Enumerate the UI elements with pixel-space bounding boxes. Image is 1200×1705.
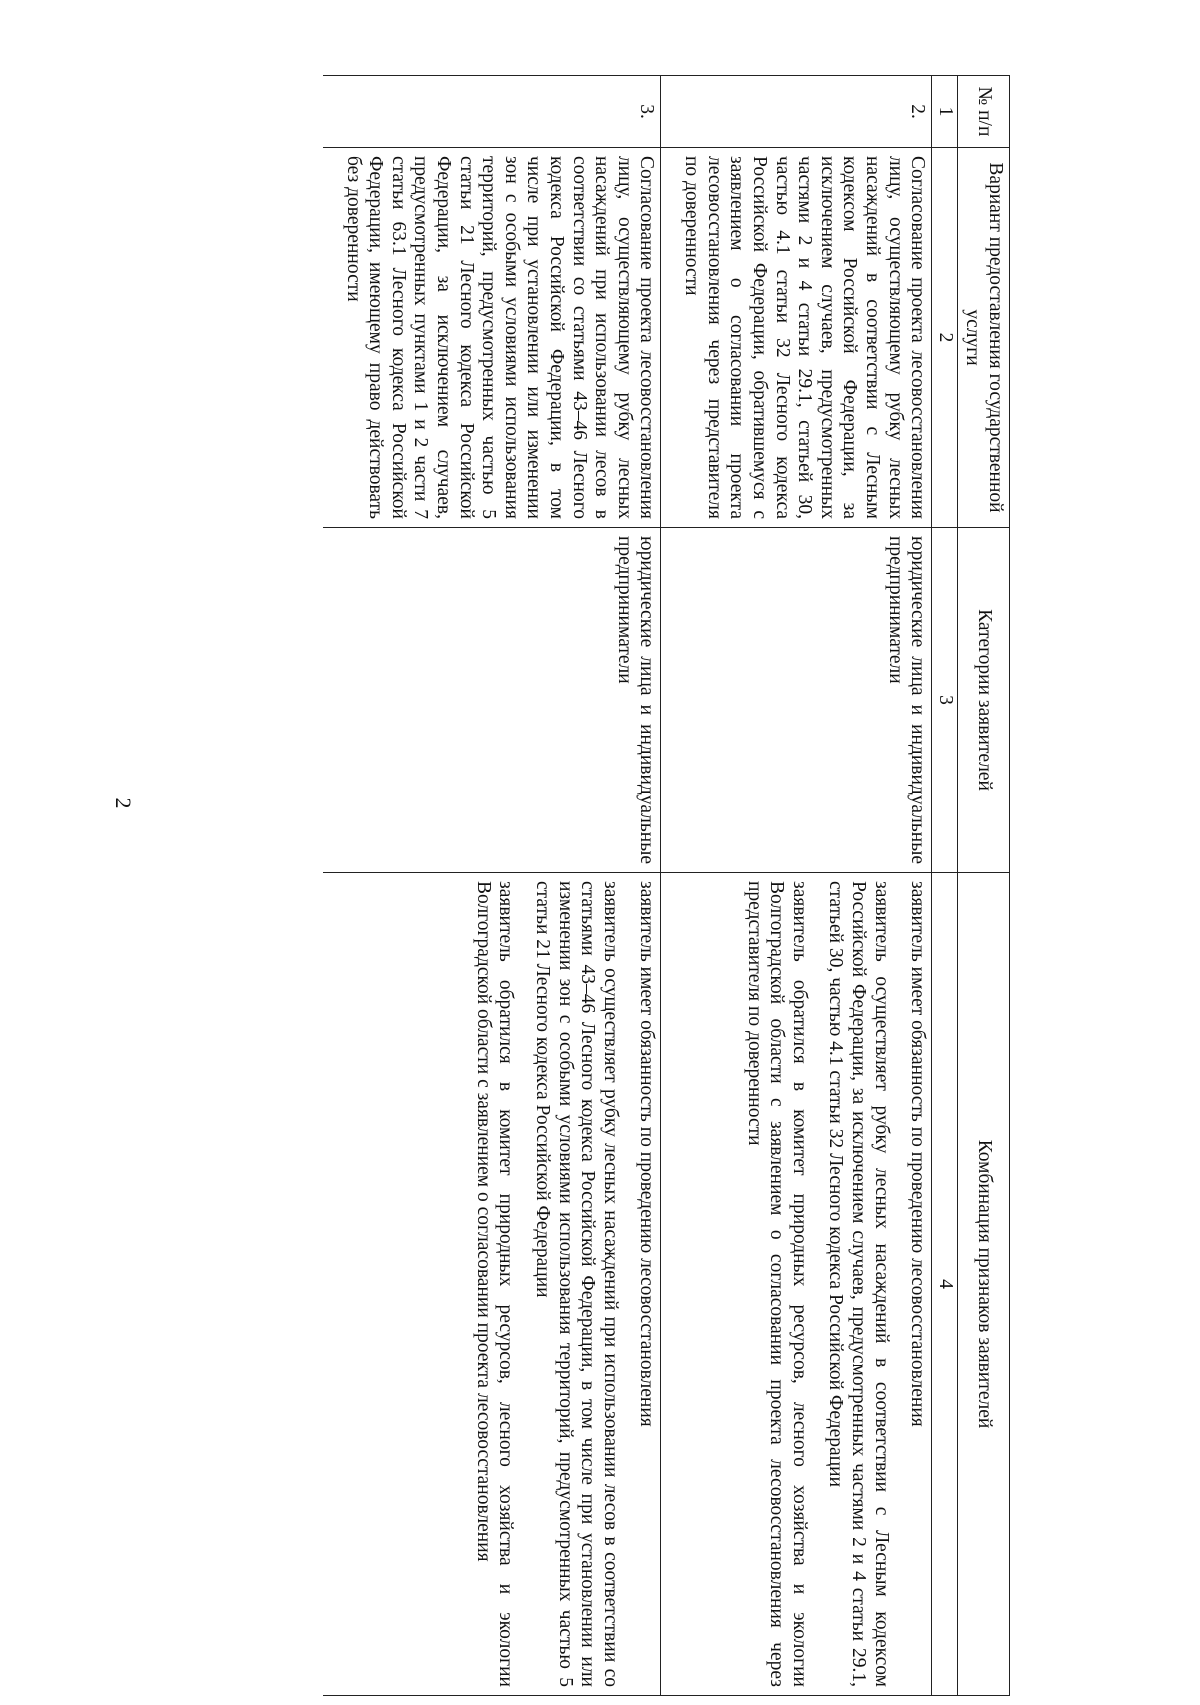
category-cell: юридические лица и индивидуальные предприниматели	[661, 528, 932, 873]
column-number: 4	[932, 873, 958, 1696]
table-header-row	[957, 76, 1009, 1696]
signs-cell	[661, 873, 932, 1696]
variant-cell: Согласование проекта лесовосстановления лицу, осуществляющему рубку лесных насаждений при использовании лесов в соответствии со статьями 43–46 Лесного кодекса Российской Федерации, в том числе при установлении или изменении зон с особыми условиями использования территорий, предусмотренных частью 5 статьи 21 Лесного кодекса Российской Федерации, за исключением случаев, предусмотренных пунктами 1 и 2 части 7 статьи 63.1 Лесного кодекса Российской Федерации, имеющему право действовать без доверенности	[323, 148, 661, 528]
column-number: 1	[932, 76, 958, 148]
sign-item: заявитель имеет обязанность по проведению лесовосстановления	[907, 881, 929, 1427]
variant-cell: Согласование проекта лесовосстановления лицу, осуществляющему рубку лесных насаждений в соответствии с Лесным кодексом Российской Федерации, за исключением случаев, предусмотренных частями 2 и 4 статьи 29.1, статьей 30, частью 4.1 статьи 32 Лесного кодекса Российской Федерации, обратившемуся с заявлением о согласовании проекта лесовосстановления через представителя по доверенности	[661, 148, 932, 528]
row-number: 3.	[323, 76, 661, 148]
rotated-table-container	[0, 75, 1010, 1695]
row-number: 2.	[661, 76, 932, 148]
header-number: № п/п	[957, 76, 1009, 148]
sign-item: заявитель осуществляет рубку лесных насаждений в соответствии с Лесным кодексом Российской Федерации, за исключением случаев, предусмотренных частями 2 и 4 статьи 29.1, статьей 30, частью 4.1 статьи 32 Лесного кодекса Российской Федерации	[825, 881, 892, 1687]
table-row	[661, 76, 932, 1696]
sign-item: заявитель имеет обязанность по проведению лесовосстановления	[636, 881, 658, 1427]
sign-item: заявитель осуществляет рубку лесных насаждений при использовании лесов в соответствии со статьями 43–46 Лесного кодекса Российской Федерации, в том числе при установлении или изменении зон с особыми условиями использования территорий, предусмотренных частью 5 статьи 21 Лесного кодекса Российской Федерации	[532, 881, 621, 1687]
header-variant: Вариант предоставления государственной услуги	[957, 148, 1009, 528]
table-row	[323, 76, 661, 1696]
sign-item: заявитель обратился в комитет природных ресурсов, лесного хозяйства и экологии Волгоградской области с заявлением о согласовании проекта лесовосстановления через представителя по доверенности	[743, 881, 810, 1687]
category-cell: юридические лица и индивидуальные предприниматели	[323, 528, 661, 873]
header-signs: Комбинация признаков заявителей	[957, 873, 1009, 1696]
services-table	[323, 75, 1010, 1696]
sign-item: заявитель обратился в комитет природных ресурсов, лесного хозяйства и экологии Волгоградской области с заявлением о согласовании проекта лесовосстановления	[472, 881, 517, 1687]
page-number: 2	[111, 797, 136, 809]
header-category: Категории заявителей	[957, 528, 1009, 873]
column-number: 3	[932, 528, 958, 873]
column-number-row	[932, 76, 958, 1696]
column-number: 2	[932, 148, 958, 528]
signs-cell	[323, 873, 661, 1696]
